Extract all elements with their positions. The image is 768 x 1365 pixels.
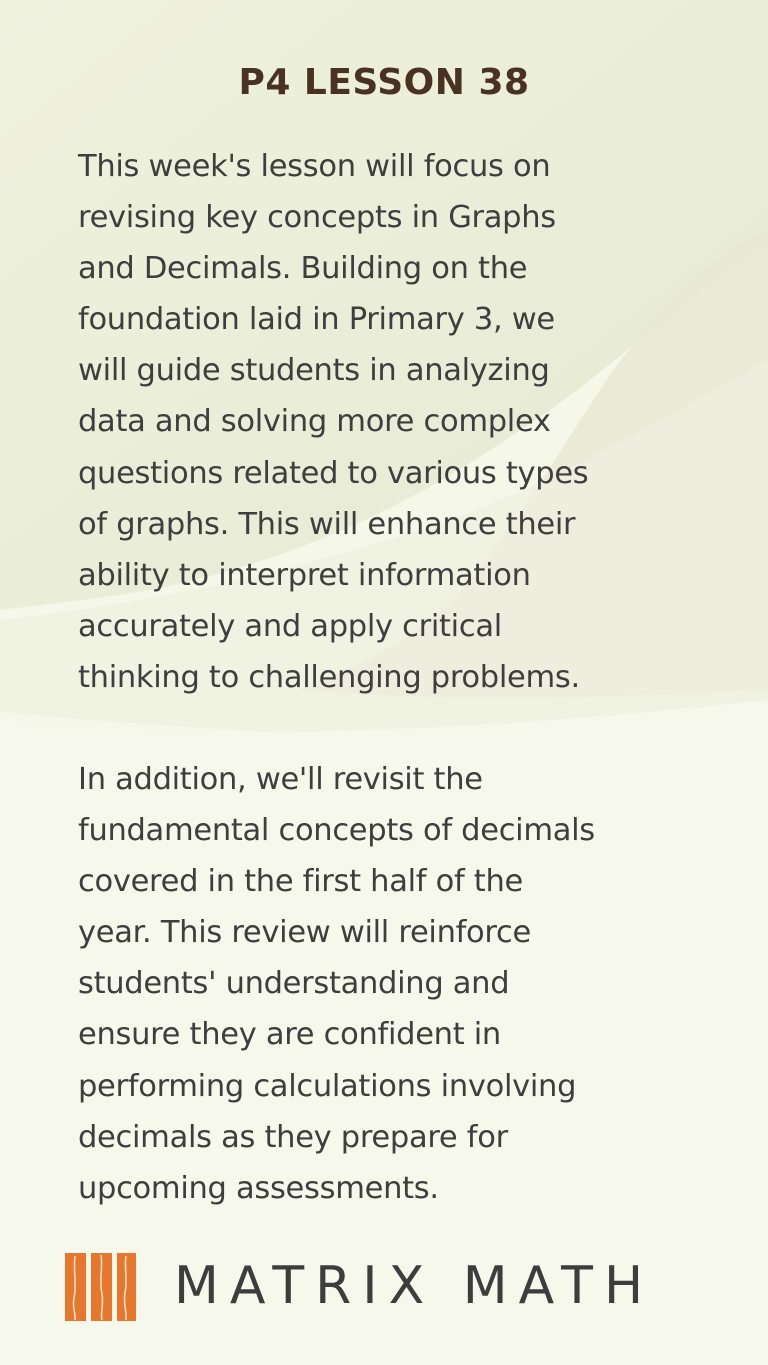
paragraph-line: This week's lesson will focus on [78,149,551,184]
paragraph-line: questions related to various types [78,455,589,491]
paragraph-line: ability to interpret information [78,557,531,593]
paragraph-2 [78,754,718,1214]
paragraph-line: upcoming assessments. [78,1170,439,1206]
paragraph-1 [78,141,718,703]
paragraph-line: students' understanding and [78,966,510,1002]
paragraph-line: will guide students in analyzing [78,353,550,389]
paragraph-line: covered in the first half of the [78,864,523,900]
paragraph-line: decimals as they prepare for [78,1119,508,1155]
paragraph-line: thinking to challenging problems. [78,659,580,695]
paragraph-line: and Decimals. Building on the [78,251,528,287]
paragraph-line: revising key concepts in Graphs [78,200,556,236]
paragraph-line: In addition, we'll revisit the [78,762,483,797]
matrix-math-logo [64,1250,724,1326]
matrix-math-bars-logo-icon [64,1250,138,1324]
paragraph-line: year. This review will reinforce [78,915,531,951]
paragraph-line: of graphs. This will enhance their [78,506,576,542]
paragraph-line: fundamental concepts of decimals [78,813,595,849]
paragraph-line: foundation laid in Primary 3, we [78,302,555,338]
paragraph-line: ensure they are confident in [78,1017,501,1053]
paragraph-line: accurately and apply critical [78,608,502,644]
paragraph-line: performing calculations involving [78,1068,577,1104]
logo-wordmark: MATRIX MATH [174,1256,655,1316]
paragraph-line: data and solving more complex [78,404,551,440]
page-title: P4 LESSON 38 [238,62,530,103]
